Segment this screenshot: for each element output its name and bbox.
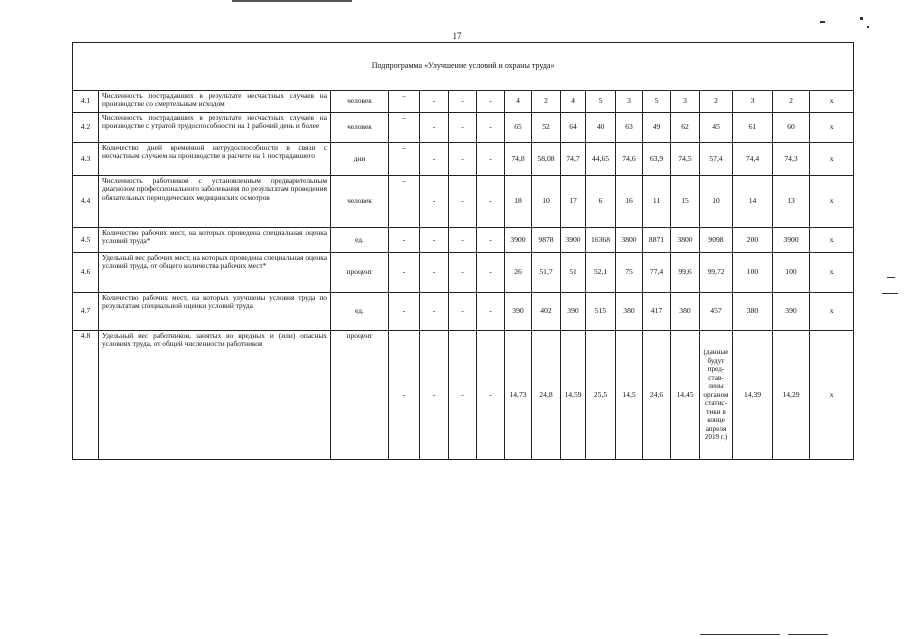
value-cell: 3	[671, 91, 700, 113]
value-cell: 64	[561, 113, 586, 143]
value-cell: 2	[532, 91, 561, 113]
row-number: 4.4	[73, 176, 99, 228]
value-cell: 52	[532, 113, 561, 143]
value-cell: 16	[616, 176, 643, 228]
value-cell: x	[810, 143, 854, 176]
value-cell: 18	[505, 176, 532, 228]
scan-artifact	[820, 21, 825, 23]
row-number: 4.3	[73, 143, 99, 176]
indicator-name: Численность работников с установленным предварительным диагнозом профессионального заболевания по результатам проведения обязательных периодических медицинских осмотров	[99, 176, 331, 228]
value-cell: 14,73	[505, 331, 532, 460]
row-number: 4.2	[73, 113, 99, 143]
value-cell: 8871	[643, 228, 671, 253]
value-cell: 14,45	[671, 331, 700, 460]
value-cell: 380	[616, 293, 643, 331]
unit-cell: человек	[331, 91, 389, 113]
value-cell: 77,4	[643, 253, 671, 293]
value-cell: 2	[700, 91, 733, 113]
value-cell: 16368	[586, 228, 616, 253]
table-row	[73, 253, 854, 293]
unit-cell: человек	[331, 176, 389, 228]
value-cell: (данные будут пред-став-лены органом статис-тики в конце апреля 2019 г.)	[700, 331, 733, 460]
value-cell: 49	[643, 113, 671, 143]
indicator-name: Удельный вес рабочих мест, на которых проведена специальная оценка условий труда, от общего количества рабочих мест*	[99, 253, 331, 293]
value-cell: 380	[733, 293, 773, 331]
value-cell: -	[477, 331, 505, 460]
value-cell: 74,7	[561, 143, 586, 176]
value-cell: 14,29	[773, 331, 810, 460]
value-cell: –	[389, 143, 420, 176]
subprogram-title: Подпрограмма «Улучшение условий и охраны труда»	[73, 43, 854, 91]
value-cell: 4	[505, 91, 532, 113]
value-cell: –	[389, 176, 420, 228]
value-cell: 417	[643, 293, 671, 331]
value-cell: 9878	[532, 228, 561, 253]
value-cell: 11	[643, 176, 671, 228]
value-cell: 6	[586, 176, 616, 228]
scan-artifact	[867, 26, 869, 28]
unit-cell: процент	[331, 253, 389, 293]
value-cell: 52,1	[586, 253, 616, 293]
value-cell: -	[420, 293, 449, 331]
value-cell: 3	[733, 91, 773, 113]
value-cell: -	[477, 293, 505, 331]
value-cell: 99,6	[671, 253, 700, 293]
value-cell: -	[449, 91, 477, 113]
value-cell: 40	[586, 113, 616, 143]
value-cell: 74,8	[505, 143, 532, 176]
value-cell: -	[420, 253, 449, 293]
value-cell: x	[810, 331, 854, 460]
value-cell: -	[420, 331, 449, 460]
value-cell: 75	[616, 253, 643, 293]
scan-artifact	[882, 293, 898, 294]
scan-artifact	[700, 634, 780, 635]
table-row	[73, 228, 854, 253]
value-cell: -	[420, 228, 449, 253]
value-cell: –	[389, 113, 420, 143]
table-row	[73, 143, 854, 176]
value-cell: 390	[561, 293, 586, 331]
value-cell: 14,59	[561, 331, 586, 460]
value-cell: 14,39	[733, 331, 773, 460]
indicator-name: Удельный вес работников, занятых во вредных и (или) опасных условиях труда, от общей численности работников	[99, 331, 331, 460]
scan-artifact	[860, 17, 863, 20]
unit-cell: процент	[331, 331, 389, 460]
value-cell: 17	[561, 176, 586, 228]
value-cell: 380	[671, 293, 700, 331]
value-cell: 51,7	[532, 253, 561, 293]
value-cell: 15	[671, 176, 700, 228]
value-cell: 14	[733, 176, 773, 228]
value-cell: 58,08	[532, 143, 561, 176]
value-cell: -	[449, 228, 477, 253]
value-cell: 10	[532, 176, 561, 228]
value-cell: 5	[586, 91, 616, 113]
unit-cell: человек	[331, 113, 389, 143]
value-cell: -	[449, 331, 477, 460]
row-number: 4.6	[73, 253, 99, 293]
value-cell: -	[477, 253, 505, 293]
value-cell: 45	[700, 113, 733, 143]
value-cell: 99,72	[700, 253, 733, 293]
value-cell: 74,6	[616, 143, 643, 176]
scan-artifact	[232, 0, 352, 2]
value-cell: 100	[733, 253, 773, 293]
value-cell: 65	[505, 113, 532, 143]
value-cell: 390	[505, 293, 532, 331]
value-cell: -	[420, 143, 449, 176]
value-cell: 44,65	[586, 143, 616, 176]
row-number: 4.5	[73, 228, 99, 253]
unit-cell: ед.	[331, 228, 389, 253]
unit-cell: дни	[331, 143, 389, 176]
indicator-name: Численность пострадавших в результате несчастных случаев на производстве со смертельным исходом	[99, 91, 331, 113]
value-cell: x	[810, 253, 854, 293]
value-cell: 3900	[505, 228, 532, 253]
value-cell: 515	[586, 293, 616, 331]
table-row	[73, 91, 854, 113]
value-cell: 24,8	[532, 331, 561, 460]
unit-cell: ед.	[331, 293, 389, 331]
table-row	[73, 331, 854, 460]
value-cell: x	[810, 293, 854, 331]
row-number: 4.8	[73, 331, 99, 460]
scan-artifact	[887, 277, 895, 278]
value-cell: 57,4	[700, 143, 733, 176]
value-cell: x	[810, 113, 854, 143]
value-cell: -	[477, 113, 505, 143]
value-cell: 4	[561, 91, 586, 113]
value-cell: 402	[532, 293, 561, 331]
value-cell: x	[810, 91, 854, 113]
scan-artifact	[788, 634, 828, 635]
value-cell: 13	[773, 176, 810, 228]
indicator-name: Количество рабочих мест, на которых проведена специальная оценка условий труда*	[99, 228, 331, 253]
value-cell: -	[420, 176, 449, 228]
indicator-name: Численность пострадавших в результате несчастных случаев на производстве с утратой трудоспособности на 1 рабочий день и более	[99, 113, 331, 143]
value-cell: –	[389, 91, 420, 113]
value-cell: 24,6	[643, 331, 671, 460]
row-number: 4.1	[73, 91, 99, 113]
value-cell: 2	[773, 91, 810, 113]
value-cell: x	[810, 176, 854, 228]
indicators-table	[72, 42, 854, 460]
value-cell: -	[420, 113, 449, 143]
value-cell: 200	[733, 228, 773, 253]
value-cell: -	[449, 253, 477, 293]
value-cell: 457	[700, 293, 733, 331]
value-cell: 74,5	[671, 143, 700, 176]
value-cell: 3	[616, 91, 643, 113]
value-cell: 51	[561, 253, 586, 293]
value-cell: 25,5	[586, 331, 616, 460]
value-cell: 63	[616, 113, 643, 143]
value-cell: -	[449, 293, 477, 331]
indicator-name: Количество рабочих мест, на которых улучшены условия труда по результатам специальной оценки условий труда	[99, 293, 331, 331]
value-cell: 390	[773, 293, 810, 331]
subprogram-header-row	[73, 43, 854, 91]
row-number: 4.7	[73, 293, 99, 331]
value-cell: -	[477, 143, 505, 176]
value-cell: 5	[643, 91, 671, 113]
value-cell: 10	[700, 176, 733, 228]
value-cell: -	[449, 113, 477, 143]
value-cell: 74,3	[773, 143, 810, 176]
table-row	[73, 293, 854, 331]
value-cell: 63,9	[643, 143, 671, 176]
value-cell: 3800	[671, 228, 700, 253]
value-cell: -	[477, 176, 505, 228]
value-cell: -	[477, 91, 505, 113]
indicator-name: Количество дней временной нетрудоспособности в связи с несчастным случаем на производстве в расчете на 1 пострадавшего	[99, 143, 331, 176]
value-cell: -	[449, 176, 477, 228]
value-cell: -	[389, 331, 420, 460]
value-cell: -	[389, 253, 420, 293]
value-cell: 14,5	[616, 331, 643, 460]
value-cell: -	[389, 228, 420, 253]
value-cell: 60	[773, 113, 810, 143]
value-cell: 9098	[700, 228, 733, 253]
value-cell: -	[389, 293, 420, 331]
value-cell: -	[477, 228, 505, 253]
table-row	[73, 176, 854, 228]
value-cell: 3800	[616, 228, 643, 253]
value-cell: -	[420, 91, 449, 113]
value-cell: x	[810, 228, 854, 253]
value-cell: 3900	[561, 228, 586, 253]
value-cell: 74,4	[733, 143, 773, 176]
value-cell: 100	[773, 253, 810, 293]
page-number: 17	[452, 31, 462, 41]
value-cell: 26	[505, 253, 532, 293]
value-cell: 62	[671, 113, 700, 143]
table-row	[73, 113, 854, 143]
value-cell: 3900	[773, 228, 810, 253]
value-cell: 61	[733, 113, 773, 143]
value-cell: -	[449, 143, 477, 176]
